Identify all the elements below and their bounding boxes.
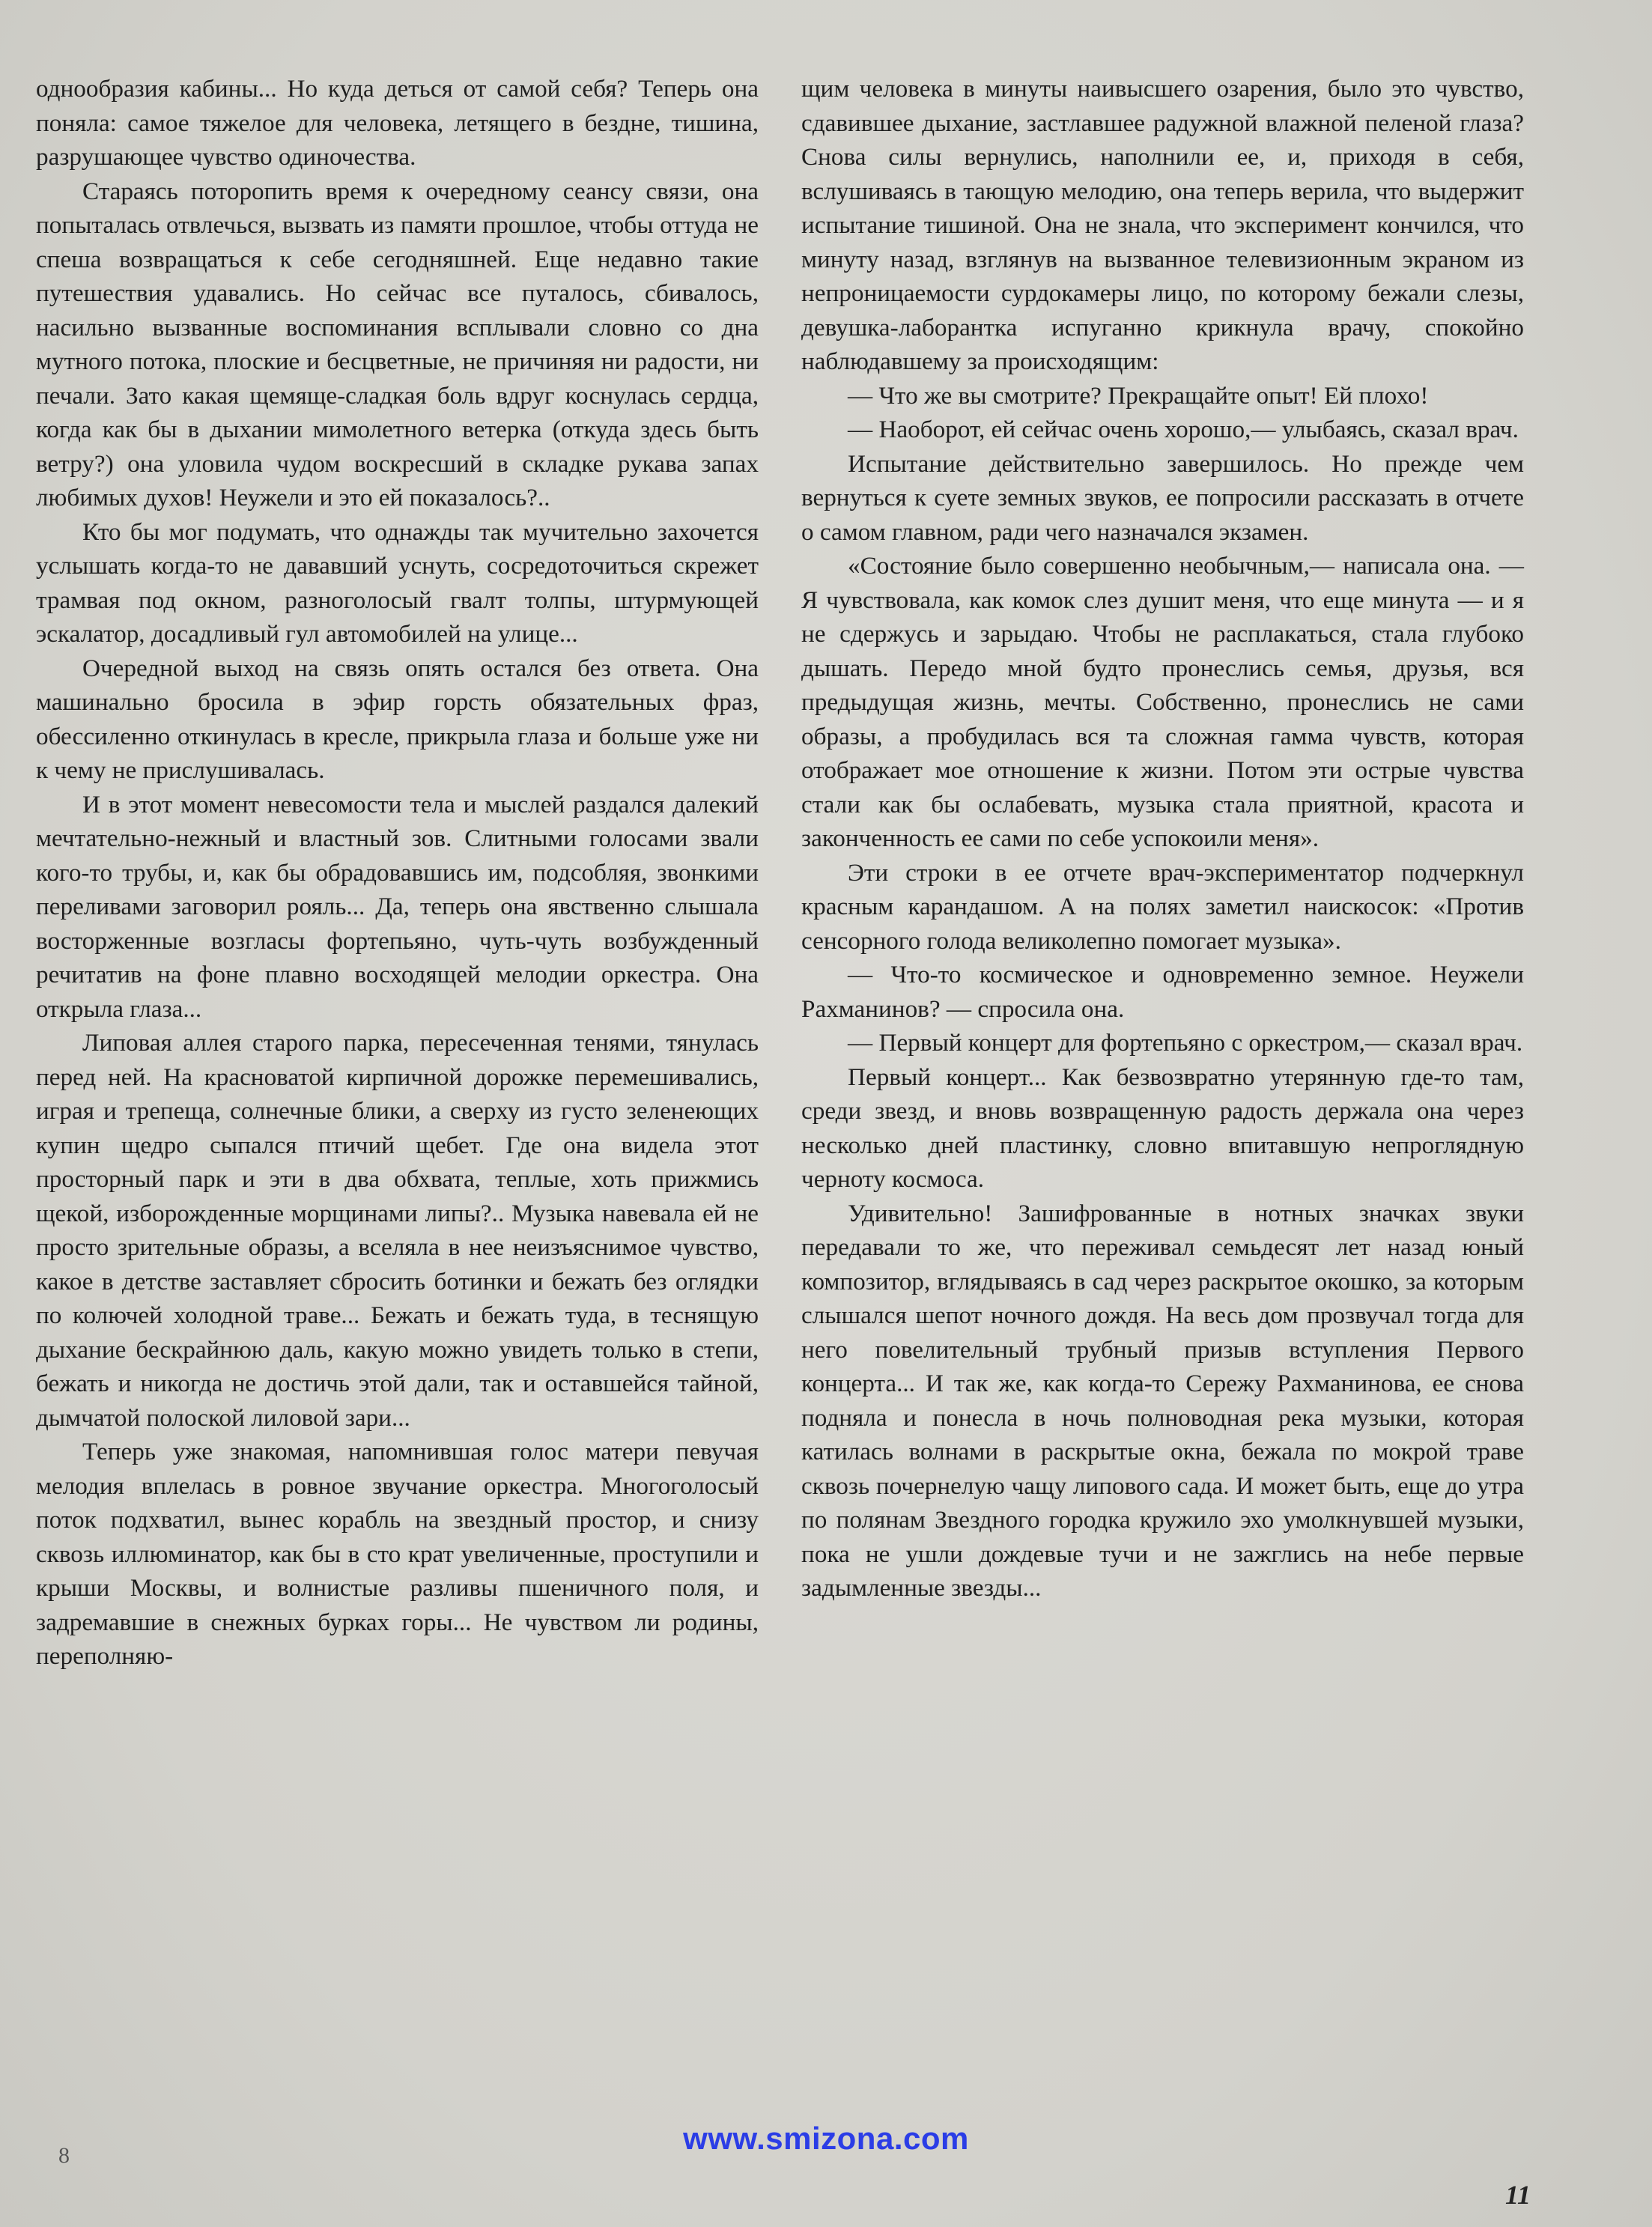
paragraph: «Состояние было совершенно необычным,— написала она. — Я чувствовала, как комок слез душит меня, что еще минута — и я не сдержусь и зарыдаю. Чтобы не расплакаться, стала глубоко дышать. Передо мной будто пронеслись семья, друзья, вся предыдущая жизнь, мечты. Собственно, пронеслись не сами образы, а пробудилась вся та сложная гамма чувств, которая отображает мое отношение к жизни. Потом эти острые чувства стали как бы ослабевать, музыка стала приятной, красота и законченность ее сами по себе успокоили меня». (801, 552, 1524, 852)
paragraph: Удивительно! Зашифрованные в нотных значках звуки передавали то же, что переживал семьдесят лет назад юный композитор, вглядываясь в сад через раскрытое окошко, за которым слышался шепот ночного дождя. На весь дом прозвучал тогда для него повелительный трубный призыв вступления Первого концерта... И так же, как когда-то Сережу Рахманинова, ее снова подняла и понесла в ночь полноводная река музыки, которая катилась волнами в раскрытые окна, бежала по мокрой траве сквозь почернелую чащу липового сада. И может быть, еще до утра по полянам Звездного городка кружило эхо умолкнувшей музыки, пока не ушли дождевые тучи и не зажглись на небе первые задымленные звезды... (801, 1199, 1524, 1602)
paragraph: — Что же вы смотрите? Прекращайте опыт! Ей плохо! (848, 381, 1429, 410)
page-number: 11 (1505, 2180, 1531, 2210)
paragraph: щим человека в минуты наивысшего озарения, было это чувство, сдавившее дыхание, застлавшее радужной влажной пеленой глаза? Снова силы вернулись, наполнили ее, и, приходя в себя, вслушиваясь в тающую мелодию, она теперь верила, что выдержит испытание тишиной. Она не знала, что эксперимент кончился, что минуту назад, взглянув на вызванное телевизионным экраном из непроницаемости сурдокамеры лицо, по которому бежали слезы, девушка-лаборантка испуганно крикнула врачу, спокойно наблюдавшему за происходящим: (801, 75, 1524, 375)
paragraph: — Что-то космическое и одновременно земное. Неужели Рахманинов? — спросила она. (801, 961, 1524, 1023)
paragraph: Первый концерт... Как безвозвратно утерянную где-то там, среди звезд, и вновь возвращенную радость держала она через несколько дней пластинку, словно впитавшую непроглядную черноту космоса. (801, 1063, 1524, 1193)
paragraph: Испытание действительно завершилось. Но прежде чем вернуться к суете земных звуков, ее попросили рассказать в отчете о самом главном, ради чего назначался экзамен. (801, 449, 1524, 546)
paragraph: Очередной выход на связь опять остался без ответа. Она машинально бросила в эфир горсть обязательных фраз, обессиленно откинулась в кресле, прикрыла глаза и больше уже ни к чему не прислушивалась. (36, 654, 759, 784)
right-text-column (801, 72, 1524, 1605)
paragraph: Кто бы мог подумать, что однажды так мучительно захочется услышать когда-то не дававший уснуть, сосредоточиться скрежет трамвая под окном, разноголосый гвалт толпы, штурмующей эскалатор, досадливый гул автомобилей на улице... (36, 517, 759, 648)
paragraph: И в этот момент невесомости тела и мыслей раздался далекий мечтательно-нежный и властный зов. Слитными голосами звали кого-то трубы, и, как бы обрадовавшись им, подсобляя, звонкими переливами заговорил рояль... Да, теперь она явственно слышала восторженные возгласы фортепьяно, чуть-чуть возбужденный речитатив на фоне плавно восходящей мелодии оркестра. Она открыла глаза... (36, 790, 759, 1023)
corner-mark: 8 (58, 2143, 70, 2168)
paragraph: Липовая аллея старого парка, пересеченная тенями, тянулась перед ней. На красноватой кирпичной дорожке перемешивались, играя и трепеща, солнечные блики, а сверху из густо зеленеющих купин щедро сыпался птичий щебет. Где она видела этот просторный парк и эти в два обхвата, теплые, хоть прижмись щекой, изборожденные морщинами липы?.. Музыка навевала ей не просто зрительные образы, а вселяла в нее неизъяснимое чувство, какое в детстве заставляет сбросить ботинки и бежать без оглядки по колючей холодной траве... Бежать и бежать туда, в теснящую дыхание бескрайнюю даль, какую можно увидеть только в степи, бежать и никогда не достичь этой дали, так и оставшейся тайной, дымчатой полоской лиловой зари... (36, 1029, 759, 1432)
paragraph: однообразия кабины... Но куда деться от самой себя? Теперь она поняла: самое тяжелое для человека, летящего в бездне, тишина, разрушающее чувство одиночества. (36, 75, 759, 171)
paragraph: — Первый концерт для фортепьяно с оркестром,— сказал врач. (848, 1029, 1523, 1057)
paragraph: — Наоборот, ей сейчас очень хорошо,— улыбаясь, сказал врач. (848, 416, 1519, 443)
paragraph: Эти строки в ее отчете врач-экспериментатор подчеркнул красным карандашом. А на полях заметил наискосок: «Против сенсорного голода великолепно помогает музыка». (801, 858, 1524, 955)
watermark-link[interactable]: www.smizona.com (683, 2121, 969, 2156)
left-text-column (36, 72, 759, 1674)
paragraph: Теперь уже знакомая, напомнившая голос матери певучая мелодия вплелась в ровное звучание оркестра. Многоголосый поток подхватил, вынес корабль на звездный простор, и снизу сквозь иллюминатор, как бы в сто крат увеличенные, проступили и крыши Москвы, и волнистые разливы пшеничного поля, и задремавшие в снежных бурках горы... Не чувством ли родины, переполняю- (36, 1438, 759, 1670)
paragraph: Стараясь поторопить время к очередному сеансу связи, она попыталась отвлечься, вызвать из памяти прошлое, чтобы оттуда не спеша возвращаться к себе сегодняшней. Еще недавно такие путешествия удавались. Но сейчас все путалось, сбивалось, насильно вызванные воспоминания всплывали словно со дна мутного потока, плоские и бесцветные, не причиняя ни радости, ни печали. Зато какая щемяще-сладкая боль вдруг коснулась сердца, когда как бы в дыхании мимолетного ветерка (откуда здесь быть ветру?) она уловила чудом воскресший в складке рукава запах любимых духов! Неужели и это ей показалось?.. (36, 177, 759, 511)
